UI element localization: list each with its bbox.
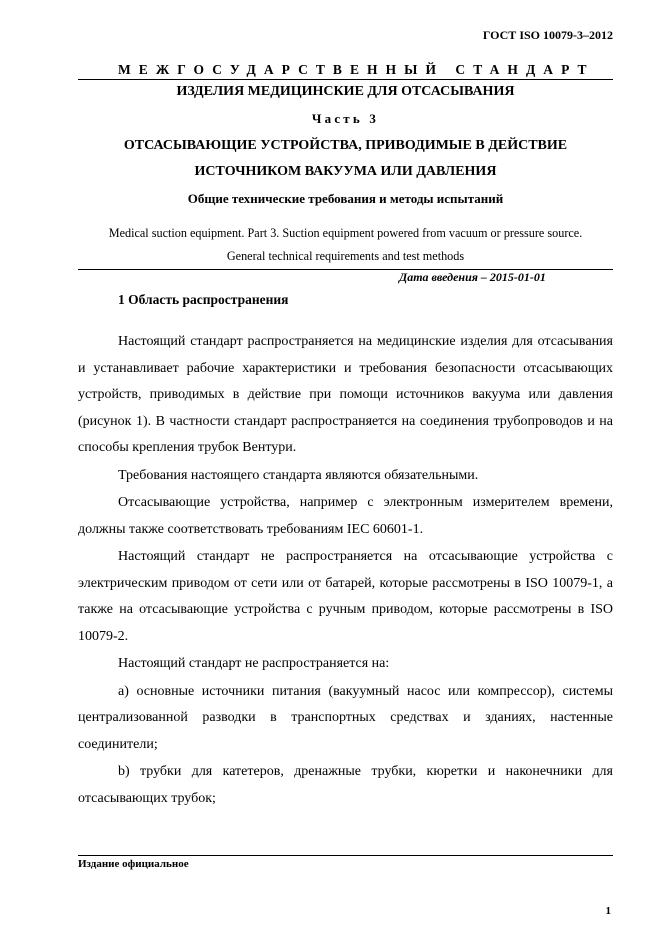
- title-subtitle: Общие технические требования и методы испытаний: [187, 191, 504, 206]
- paragraph: Настоящий стандарт распространяется на медицинские изделия для отсасывания и устанавливает рабочие характеристики и требования безопасности отсасывающих устройств, приводимых в действие при помощи источников вакуума или давления (рисунок 1). В частности стандарт распространяется на соединения трубопроводов и на способы крепления трубок Вентури.: [78, 334, 613, 455]
- title-line-3: ИСТОЧНИКОМ ВАКУУМА ИЛИ ДАВЛЕНИЯ: [194, 164, 497, 179]
- document-code: ГОСТ ISO 10079-3–2012: [482, 28, 613, 42]
- list-item: b) трубки для катетеров, дренажные трубки, кюретки и наконечники для отсасывающих трубок;: [78, 764, 613, 806]
- standard-type-heading: МЕЖГОСУДАРСТВЕННЫЙ СТАНДАРТ: [118, 62, 595, 77]
- title-line-2: ОТСАСЫВАЮЩИЕ УСТРОЙСТВА, ПРИВОДИМЫЕ В ДЕЙСТВИЕ: [123, 138, 568, 153]
- title-line-1: ИЗДЕЛИЯ МЕДИЦИНСКИЕ ДЛЯ ОТСАСЫВАНИЯ: [176, 84, 515, 99]
- footer-divider: [78, 855, 613, 856]
- part-label: Часть 3: [311, 111, 380, 126]
- paragraph: Настоящий стандарт не распространяется на:: [118, 656, 390, 671]
- heading-divider: [78, 79, 613, 80]
- paragraph: Отсасывающие устройства, например с электронным измерителем времени, должны также соответствовать требованиям IEC 60601-1.: [78, 495, 613, 537]
- paragraph: Требования настоящего стандарта являются обязательными.: [118, 467, 479, 483]
- english-title-line-1: Medical suction equipment. Part 3. Suction equipment powered from vacuum or pressure source.: [108, 226, 583, 240]
- section-heading: 1 Область распространения: [118, 292, 289, 307]
- english-title-line-2: General technical requirements and test methods: [226, 249, 465, 263]
- paragraph: Настоящий стандарт не распространяется на отсасывающие устройства с электрическим приводом от сети или от батарей, которые рассмотрены в ISO 10079-1, а также на отсасывающие устройства с ручным приводом, которые рассмотрены в ISO 10079-2.: [78, 549, 613, 644]
- body-text: [78, 329, 613, 812]
- list-item: а) основные источники питания (вакуумный насос или компрессор), системы централизованной разводки в транспортных средствах и зданиях, настенные соединители;: [78, 683, 613, 752]
- page-number: 1: [605, 905, 611, 917]
- edition-note: Издание официальное: [78, 858, 189, 870]
- introduction-date: Дата введения – 2015-01-01: [399, 270, 546, 284]
